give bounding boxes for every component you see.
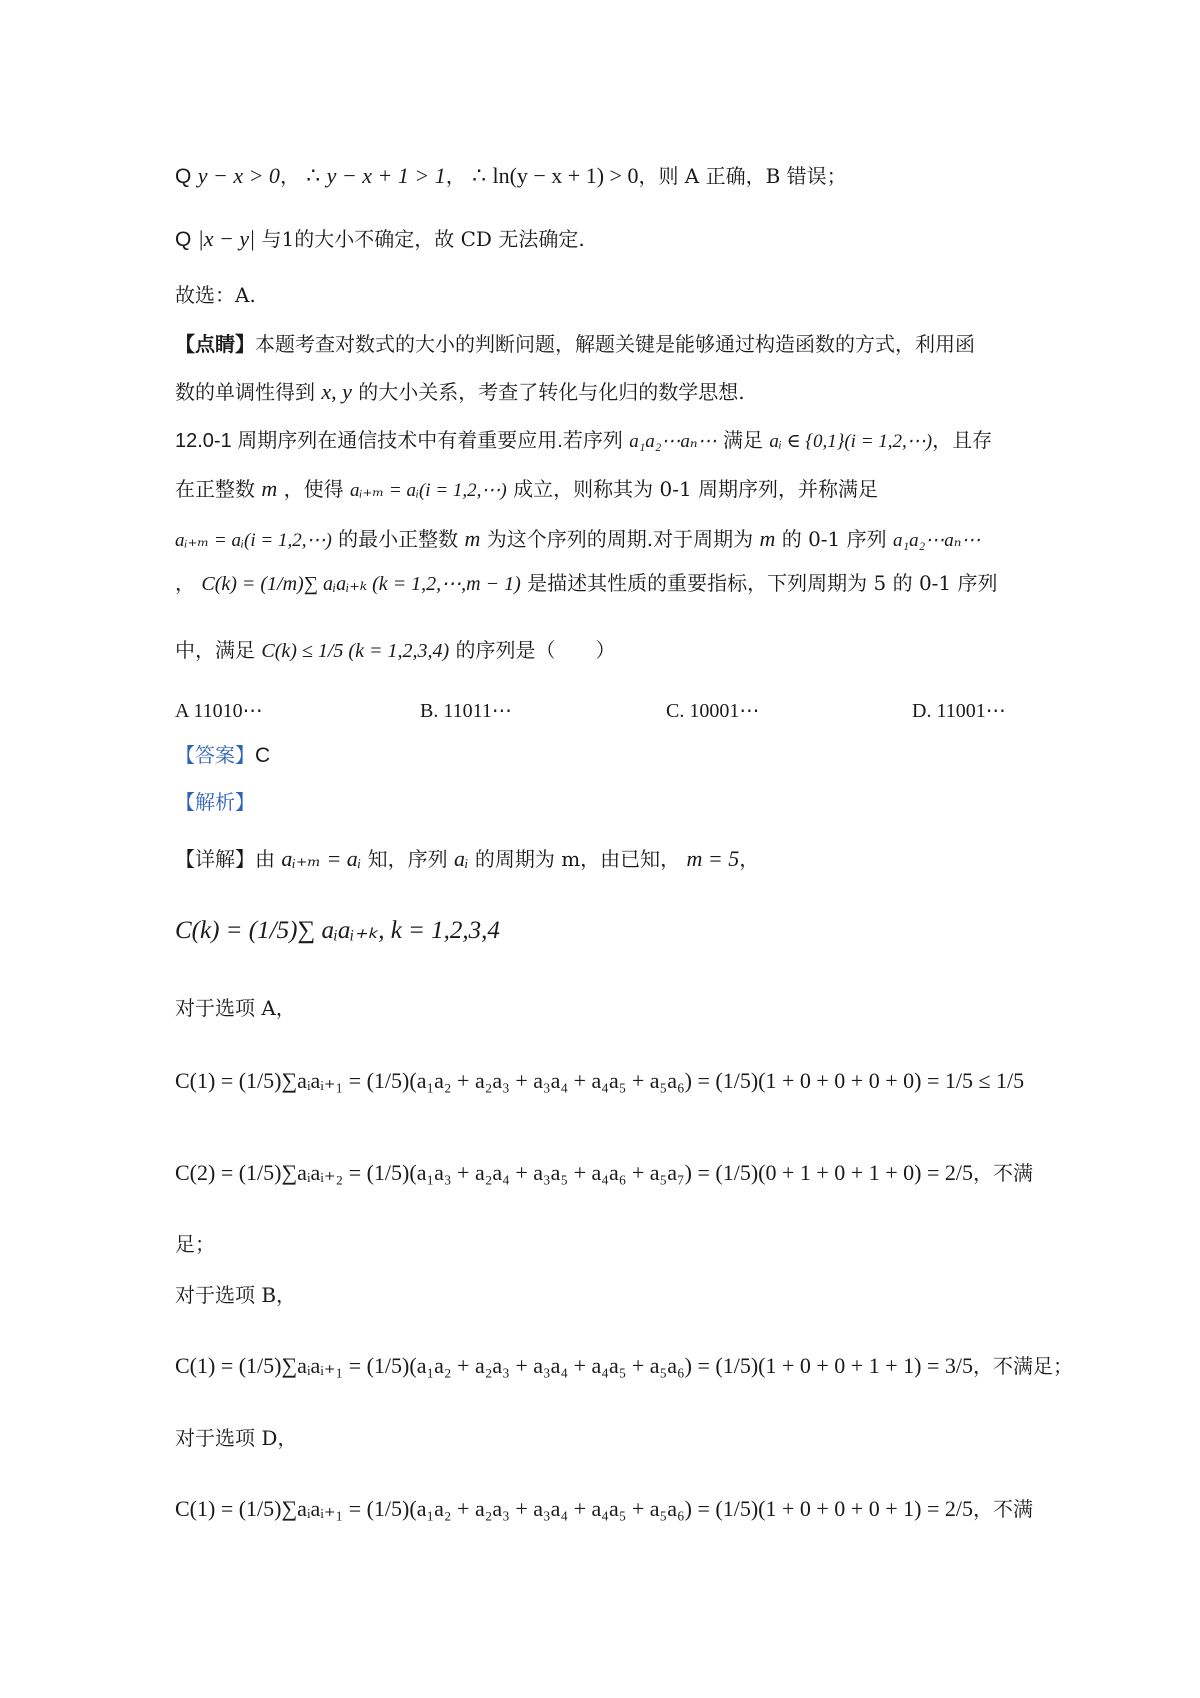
comment-line-1: 【点睛】本题考查对数式的大小的判断问题，解题关键是能够通过构造函数的方式，利用函 [175,332,975,356]
comment-line-2: 数的单调性得到 x, y 的大小关系，考查了转化与化归的数学思想. [175,379,745,404]
because-symbol: Q [175,228,192,251]
solution-line-1: Q y − x > 0， ∴ y − x + 1 > 1， ∴ ln(y − x + 1) > 0，则 A 正确，B 错误； [175,163,847,188]
therefore-symbol: ∴ [306,163,321,188]
answer-line [175,745,270,766]
option-b-c1-line: C(1) = (1/5)∑aᵢaᵢ₊₁ = (1/5)(a₁a₂ + a₂a₃ + a₃a₄ + a₄a₅ + a₅a₆) = (1/5)(1 + 0 + 0 + 1 + 1) = 3/5，不满足； [175,1353,1073,1378]
option-b-label: 对于选项 B， [175,1283,297,1307]
question-number-text: 12.0-1 周期序列在通信技术中有着重要应用.若序列 [175,430,623,452]
solution-line-1-tail: ，则 A 正确，B 错误； [638,164,847,188]
comment-variables: x, y [321,379,352,404]
question-12-line-3: aᵢ₊ₘ = aᵢ(i = 1,2,⋯) 的最小正整数 m 为这个序列的周期.对于周期为 m 的 0-1 序列 a₁a₂⋯aₙ⋯ [175,526,981,551]
option-a-c2-tail: 足； [175,1232,215,1256]
because-symbol: Q [175,165,192,188]
inequality-2: y − x + 1 > 1 [326,163,446,188]
c-k-condition: C(k) ≤ 1/5 (k = 1,2,3,4) [261,640,450,662]
detail-tag: 【详解】 [175,847,255,871]
c-k-definition: C(k) = (1/m)∑ aᵢaᵢ₊ₖ (k = 1,2,⋯,m − 1) [201,573,521,595]
option-d: D. 11001⋯ [912,700,1006,722]
solution-line-2-text: 与1的大小不确定，故 CD 无法确定. [261,227,585,251]
option-b-c1-equation: C(1) = (1/5)∑aᵢaᵢ₊₁ = (1/5)(a₁a₂ + a₂a₃ + a₃a₄ + a₄a₅ + a₅a₆) = (1/5)(1 + 0 + 0 + 1 + 1) = 3/5 [175,1353,973,1378]
choice-text: 故选：A. [175,283,256,307]
option-a-c2-equation: C(2) = (1/5)∑aᵢaᵢ₊₂ = (1/5)(a₁a₃ + a₂a₄ + a₃a₅ + a₄a₆ + a₅a₇) = (1/5)(0 + 1 + 0 + 1 + 0) = 2/5 [175,1160,973,1185]
inequality-3: ln(y − x + 1) > 0 [492,163,639,188]
option-a-c1-equation: C(1) = (1/5)∑aᵢaᵢ₊₁ = (1/5)(a₁a₂ + a₂a₃ + a₃a₄ + a₄a₅ + a₅a₆) = (1/5)(1 + 0 + 0 + 0 + 0) = 1/5 ≤ 1/5 [175,1068,1025,1093]
ck-formula: C(k) = (1/5)∑ aᵢaᵢ₊ₖ, k = 1,2,3,4 [175,917,500,944]
inequality-1: y − x > 0 [197,163,280,188]
detail-line: 【详解】由 aᵢ₊ₘ = aᵢ 知，序列 aᵢ 的周期为 m，由已知， m = 5， [175,846,760,871]
option-a-c2-line: C(2) = (1/5)∑aᵢaᵢ₊₂ = (1/5)(a₁a₃ + a₂a₄ + a₃a₅ + a₄a₆ + a₅a₇) = (1/5)(0 + 1 + 0 + 1 + 0) = 2/5，不满 [175,1160,1033,1185]
option-d-label: 对于选项 D， [175,1426,298,1450]
question-12-line-1: 12.0-1 周期序列在通信技术中有着重要应用.若序列 a₁a₂⋯aₙ⋯ 满足 aᵢ ∈ {0,1}(i = 1,2,⋯)，且存 [175,428,993,452]
question-12-line-5: 中，满足 C(k) ≤ 1/5 (k = 1,2,3,4) 的序列是（ ） [175,638,616,662]
option-a: A 11010⋯ [175,700,263,722]
question-12-line-4: ， C(k) = (1/m)∑ aᵢaᵢ₊ₖ (k = 1,2,⋯,m − 1) 是描述其性质的重要指标，下列周期为 5 的 0-1 序列 [175,571,998,595]
solution-line-2 [175,228,585,250]
analysis-label: 【解析】 [175,790,255,814]
option-d-c1-line: C(1) = (1/5)∑aᵢaᵢ₊₁ = (1/5)(a₁a₂ + a₂a₃ + a₃a₄ + a₄a₅ + a₅a₆) = (1/5)(1 + 0 + 0 + 0 + 1) = 2/5，不满 [175,1496,1033,1521]
comment-tag: 【点睛】 [175,332,255,356]
abs-expression: |x − y| [197,226,256,251]
option-c: C. 10001⋯ [666,700,760,722]
answer-value: C [255,744,271,767]
therefore-symbol: ∴ [472,163,487,188]
question-12-line-2: 在正整数 m ，使得 aᵢ₊ₘ = aᵢ(i = 1,2,⋯) 成立，则称其为 0-1 周期序列，并称满足 [175,476,879,501]
option-a-label: 对于选项 A， [175,996,296,1020]
option-b: B. 11011⋯ [420,700,512,722]
option-d-c1-equation: C(1) = (1/5)∑aᵢaᵢ₊₁ = (1/5)(a₁a₂ + a₂a₃ + a₃a₄ + a₄a₅ + a₅a₆) = (1/5)(1 + 0 + 0 + 0 + 1) = 2/5 [175,1496,973,1521]
answer-label: 【答案】 [175,743,255,767]
